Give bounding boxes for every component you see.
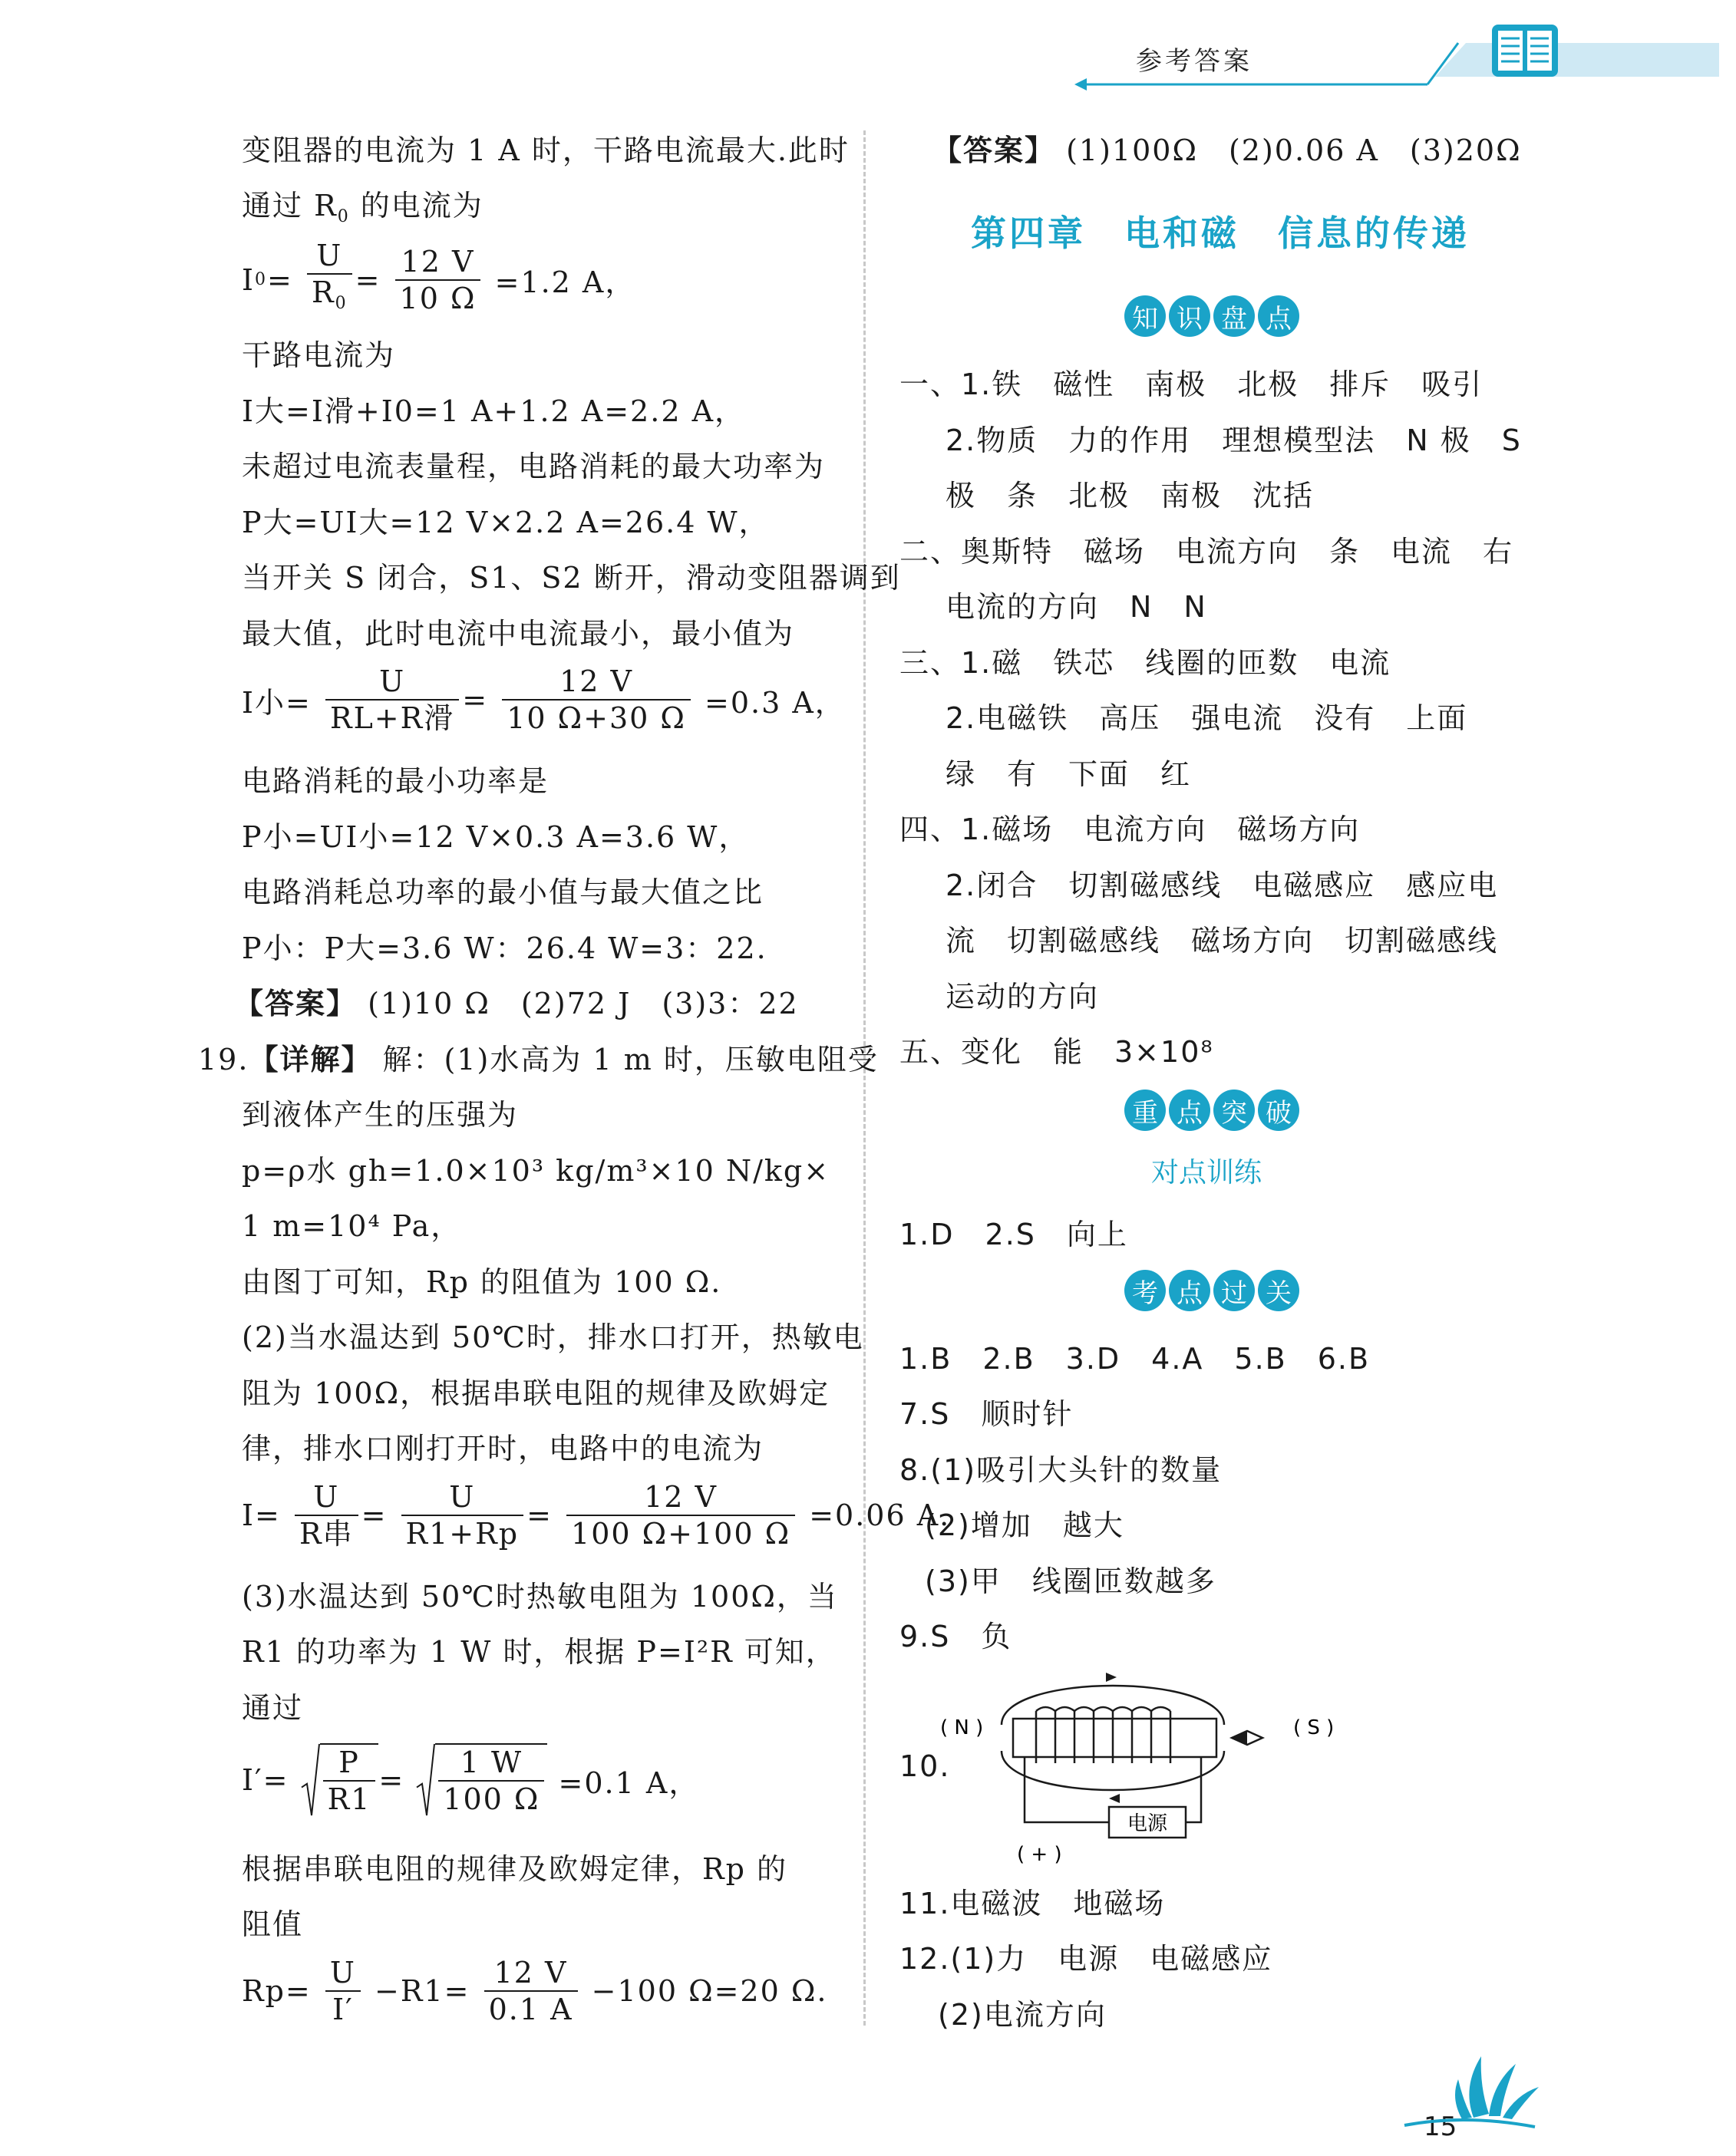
text-line: 2.闭合 切割磁感线 电磁感应 感应电 — [946, 869, 1499, 902]
text-line: 8.(1)吸引大头针的数量 — [899, 1453, 1223, 1487]
text-line: 三、1.磁 铁芯 线圈的匝数 电流 — [899, 646, 1391, 680]
text-line: R1 的功率为 1 W 时，根据 P=I²R 可知， — [242, 1635, 837, 1669]
text-line: 到液体产生的压强为 — [242, 1098, 519, 1132]
text-line: 绿 有 下面 红 — [946, 757, 1192, 791]
text-line: 9.S 负 — [899, 1620, 1012, 1653]
q10-number: 10. — [899, 1749, 951, 1783]
chapter-title: 第四章 电和磁 信息的传递 — [971, 213, 1470, 254]
q19-head: 19.【详解】 解：(1)水高为 1 m 时，压敏电阻受 — [198, 1043, 879, 1076]
text-line: 通过 — [242, 1691, 304, 1725]
text-line: 阻值 — [242, 1907, 304, 1941]
text-line: 一、1.铁 磁性 南极 北极 排斥 吸引 — [899, 368, 1484, 401]
section-badge-test: 考 点 过 关 — [1124, 1270, 1299, 1311]
text-line: (3)水温达到 50℃时热敏电阻为 100Ω，当 — [242, 1580, 838, 1614]
text-line: 11.电磁波 地磁场 — [899, 1887, 1166, 1920]
text-line: 电路消耗的最小功率是 — [242, 764, 550, 798]
formula-i: I= $\frac{U}{\text{R串}}$ = $\frac{U}{R1+Rp}$ = $\frac{12 V}{100 \Omega+100 \Omega}$ =0.06 A. — [242, 1480, 951, 1551]
formula-i-prime: I′= $\frac{P}{R1}$ = $\frac{1 W}{100 \Omega}$ =0.1 A， — [242, 1743, 699, 1817]
header-label: 参考答案 — [1136, 46, 1252, 77]
text-line: 最大值，此时电流中电流最小，最小值为 — [242, 617, 795, 651]
text-line: 流 切割磁感线 磁场方向 切割磁感线 — [946, 924, 1499, 958]
formula-rp: Rp= $\frac{U}{I'}$ −R1= $\frac{12 V}{0.1 A}$ −100 Ω=20 Ω. — [242, 1956, 828, 2026]
formula-i0: I0= $\frac{U}{R_0}$ = $\frac{12 V}{10 \Omega}$ =1.2 A， — [242, 239, 636, 315]
column-divider — [863, 130, 866, 2026]
text-line: p=ρ水 gh=1.0×10³ kg/m³×10 N/kg× — [242, 1154, 830, 1188]
text-line: (3)甲 线圈匝数越多 — [925, 1564, 1216, 1598]
text-line: (2)当水温达到 50℃时，排水口打开，热敏电 — [242, 1320, 864, 1354]
open-book-logo-icon — [1389, 2041, 1543, 2133]
text-line: (2)电流方向 — [938, 1998, 1107, 2032]
text-line: 五、变化 能 3×10⁸ — [899, 1035, 1214, 1069]
text-line: 电流的方向 N N — [946, 590, 1207, 624]
page-number: 15 — [1424, 2111, 1457, 2142]
text-line: I大=I滑+I0=1 A+1.2 A=2.2 A， — [242, 394, 746, 428]
text-line: P小=UI小=12 V×0.3 A=3.6 W， — [242, 820, 750, 854]
text-line: 根据串联电阻的规律及欧姆定律，Rp 的 — [242, 1852, 788, 1886]
svg-text:( N ): ( N ) — [940, 1716, 984, 1739]
subhead-drill: 对点训练 — [1151, 1157, 1262, 1188]
text-line: P小：P大=3.6 W：26.4 W=3：22. — [242, 931, 767, 965]
electromagnet-diagram — [932, 1665, 1378, 1864]
text-line: 四、1.磁场 电流方向 磁场方向 — [899, 813, 1361, 846]
text-line: 1 m=10⁴ Pa， — [242, 1209, 462, 1243]
text-line: 当开关 S 闭合，S1、S2 断开，滑动变阻器调到 — [242, 561, 901, 595]
text-line: 7.S 顺时针 — [899, 1397, 1074, 1431]
svg-text:( + ): ( + ) — [1017, 1843, 1062, 1864]
svg-text:电源: 电源 — [1127, 1812, 1168, 1835]
text-line: P大=UI大=12 V×2.2 A=26.4 W， — [242, 506, 770, 539]
text-line: (2)增加 越大 — [925, 1508, 1124, 1542]
svg-text:( S ): ( S ) — [1293, 1716, 1335, 1739]
text-line: 干路电流为 — [242, 338, 396, 372]
text-line: 极 条 北极 南极 沈括 — [946, 479, 1315, 513]
text-line: 变阻器的电流为 1 A 时，干路电流最大.此时 — [242, 134, 850, 167]
text-line: 由图丁可知，Rp 的阻值为 100 Ω. — [242, 1265, 722, 1299]
answer-line: 【答案】 (1)10 Ω (2)72 J (3)3：22 — [234, 987, 799, 1020]
section-badge-knowledge: 知 识 盘 点 — [1124, 295, 1299, 337]
answer-line: 【答案】 (1)100Ω (2)0.06 A (3)20Ω — [932, 134, 1522, 167]
text-line: 通过 $R_0$ 的电流为 — [242, 189, 484, 226]
text-line: 电路消耗总功率的最小值与最大值之比 — [242, 875, 764, 909]
text-line: 律，排水口刚打开时，电路中的电流为 — [242, 1432, 764, 1465]
text-line: 2.电磁铁 高压 强电流 没有 上面 — [946, 701, 1468, 735]
text-line: 1.B 2.B 3.D 4.A 5.B 6.B — [899, 1342, 1371, 1376]
section-badge-focus: 重 点 突 破 — [1124, 1090, 1299, 1131]
text-line: 二、奥斯特 磁场 电流方向 条 电流 右 — [899, 535, 1514, 569]
text-line: 1.D 2.S 向上 — [899, 1218, 1128, 1251]
text-line: 2.物质 力的作用 理想模型法 N 极 S — [946, 424, 1522, 457]
text-line: 12.(1)力 电源 电磁感应 — [899, 1942, 1273, 1976]
text-line: 阻为 100Ω，根据串联电阻的规律及欧姆定 — [242, 1376, 830, 1410]
text-line: 未超过电流表量程，电路消耗的最大功率为 — [242, 450, 826, 483]
formula-imin: I小= $\frac{U}{\text{RL+R滑}}$ = $\frac{12 V}{10 \Omega+30 \Omega}$ =0.3 A， — [242, 664, 846, 735]
text-line: 运动的方向 — [946, 980, 1100, 1014]
book-icon — [1490, 23, 1559, 78]
